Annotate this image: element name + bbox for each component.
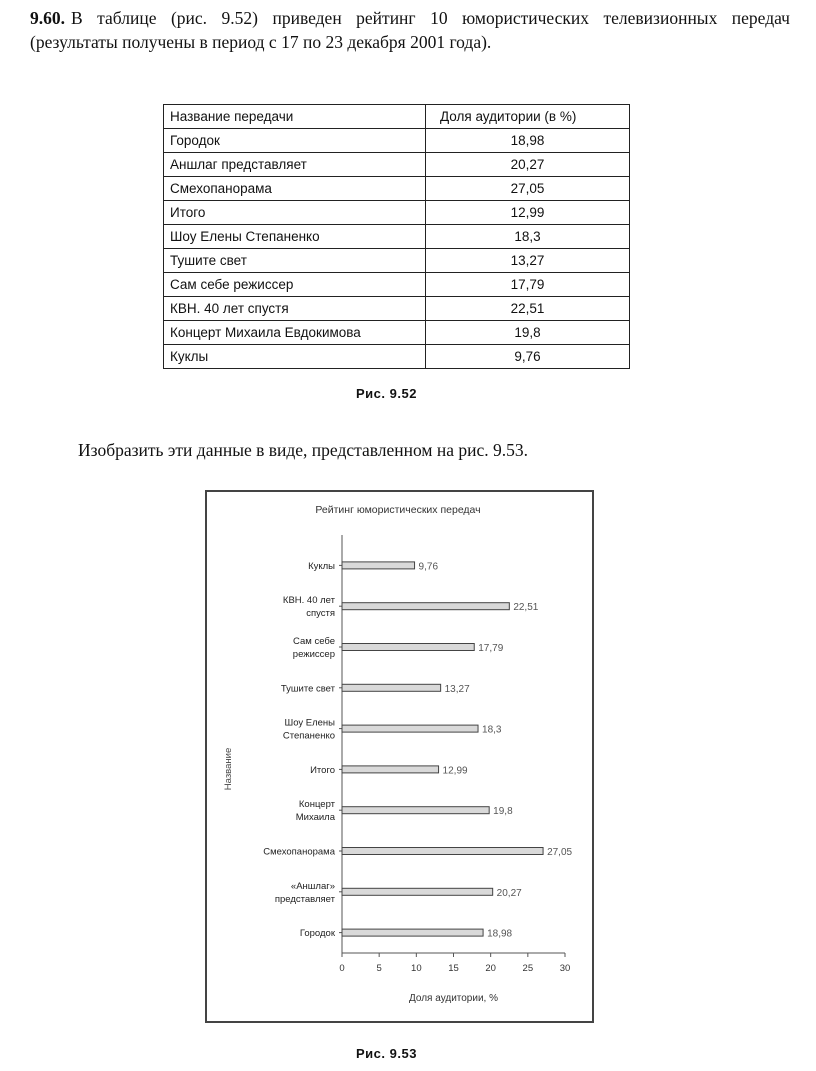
cell-share: 13,27	[426, 249, 630, 273]
table-row	[164, 273, 630, 297]
cell-title: КВН. 40 лет спустя	[164, 297, 426, 321]
table-row	[164, 129, 630, 153]
table-row	[164, 153, 630, 177]
cell-title: Сам себе режиссер	[164, 273, 426, 297]
bar	[342, 562, 415, 569]
x-tick-label: 20	[485, 963, 496, 974]
x-tick-label: 5	[376, 963, 382, 974]
bar-value-label: 9,76	[418, 561, 439, 573]
x-tick-label: 10	[411, 963, 422, 974]
cell-title: Концерт Михаила Евдокимова	[164, 321, 426, 345]
problem-statement	[30, 6, 790, 54]
bar	[342, 929, 483, 936]
category-label: Итого	[310, 764, 335, 776]
category-label: Михаила	[295, 812, 335, 824]
category-label: Смехопанорама	[263, 846, 335, 858]
cell-title: Итого	[164, 201, 426, 225]
cell-share: 19,8	[426, 321, 630, 345]
figure-caption-9-53: Рис. 9.53	[356, 1046, 417, 1061]
cell-title: Городок	[164, 129, 426, 153]
bar-value-label: 13,27	[444, 683, 470, 695]
category-label: Сам себе	[293, 636, 335, 647]
rating-table	[163, 104, 630, 369]
table-row	[164, 249, 630, 273]
category-label: «Аншлаг»	[290, 880, 335, 892]
bar	[342, 603, 509, 610]
table-row	[164, 345, 630, 369]
bar	[342, 888, 493, 895]
category-label: представляет	[274, 893, 335, 905]
chart-title: Рейтинг юмористических передач	[315, 504, 481, 516]
x-tick-label: 30	[559, 963, 571, 974]
cell-share: 17,79	[426, 273, 630, 297]
cell-share: 22,51	[426, 297, 630, 321]
figure-caption-9-52: Рис. 9.52	[356, 386, 417, 401]
cell-share: 18,3	[426, 225, 630, 249]
bar-value-label: 17,79	[478, 643, 504, 654]
bar-value-label: 18,98	[487, 928, 513, 940]
x-tick-label: 15	[448, 963, 459, 974]
category-label: спустя	[306, 608, 335, 620]
category-label: Городок	[299, 928, 335, 940]
table-row	[164, 225, 630, 249]
bar	[342, 684, 441, 691]
bar-value-label: 20,27	[496, 887, 522, 899]
cell-title: Шоу Елены Степаненко	[164, 225, 426, 249]
bar-value-label: 27,05	[547, 847, 573, 858]
bar	[342, 644, 474, 651]
cell-share: 9,76	[426, 345, 630, 369]
table-row	[164, 201, 630, 225]
cell-title: Тушите свет	[164, 249, 426, 273]
cell-title: Смехопанорама	[164, 177, 426, 201]
bar-value-label: 12,99	[442, 765, 468, 777]
cell-share: 12,99	[426, 201, 630, 225]
table-row	[164, 297, 630, 321]
problem-number: 9.60.	[30, 8, 65, 28]
bar	[342, 725, 478, 732]
cell-share: 20,27	[426, 153, 630, 177]
cell-share: 27,05	[426, 177, 630, 201]
bar	[342, 848, 543, 855]
bar-value-label: 18,3	[482, 724, 502, 736]
category-label: Куклы	[308, 560, 335, 572]
x-axis-label: Доля аудитории, %	[408, 993, 499, 1004]
x-tick-label: 0	[339, 963, 345, 974]
cell-title: Куклы	[164, 345, 426, 369]
task-text: Изобразить эти данные в виде, представленном на рис. 9.53.	[78, 440, 529, 460]
column-header-title: Название передачи	[164, 105, 426, 129]
category-label: Тушите свет	[280, 683, 335, 695]
table-header-row	[164, 105, 630, 129]
category-label: Концерт	[298, 799, 335, 811]
bar	[342, 766, 439, 773]
category-label: Шоу Елены	[284, 717, 335, 729]
problem-text: В таблице (рис. 9.52) приведен рейтинг 10 юмористических телевизионных передач (результаты получены в период с 17 по 23 декабря 2001 года).	[30, 8, 790, 52]
y-axis-label: Название	[223, 747, 234, 791]
category-label: Степаненко	[282, 730, 335, 742]
category-label: режиссер	[292, 649, 335, 660]
table-row	[164, 177, 630, 201]
table-row	[164, 321, 630, 345]
column-header-share: Доля аудитории (в %)	[426, 105, 630, 129]
bar-value-label: 22,51	[513, 602, 539, 614]
category-label: КВН. 40 лет	[282, 595, 335, 607]
cell-title: Аншлаг представляет	[164, 153, 426, 177]
cell-share: 18,98	[426, 129, 630, 153]
x-tick-label: 25	[522, 963, 534, 974]
bar-chart	[205, 490, 594, 1023]
bar-value-label: 19,8	[493, 806, 513, 818]
bar	[342, 807, 489, 814]
